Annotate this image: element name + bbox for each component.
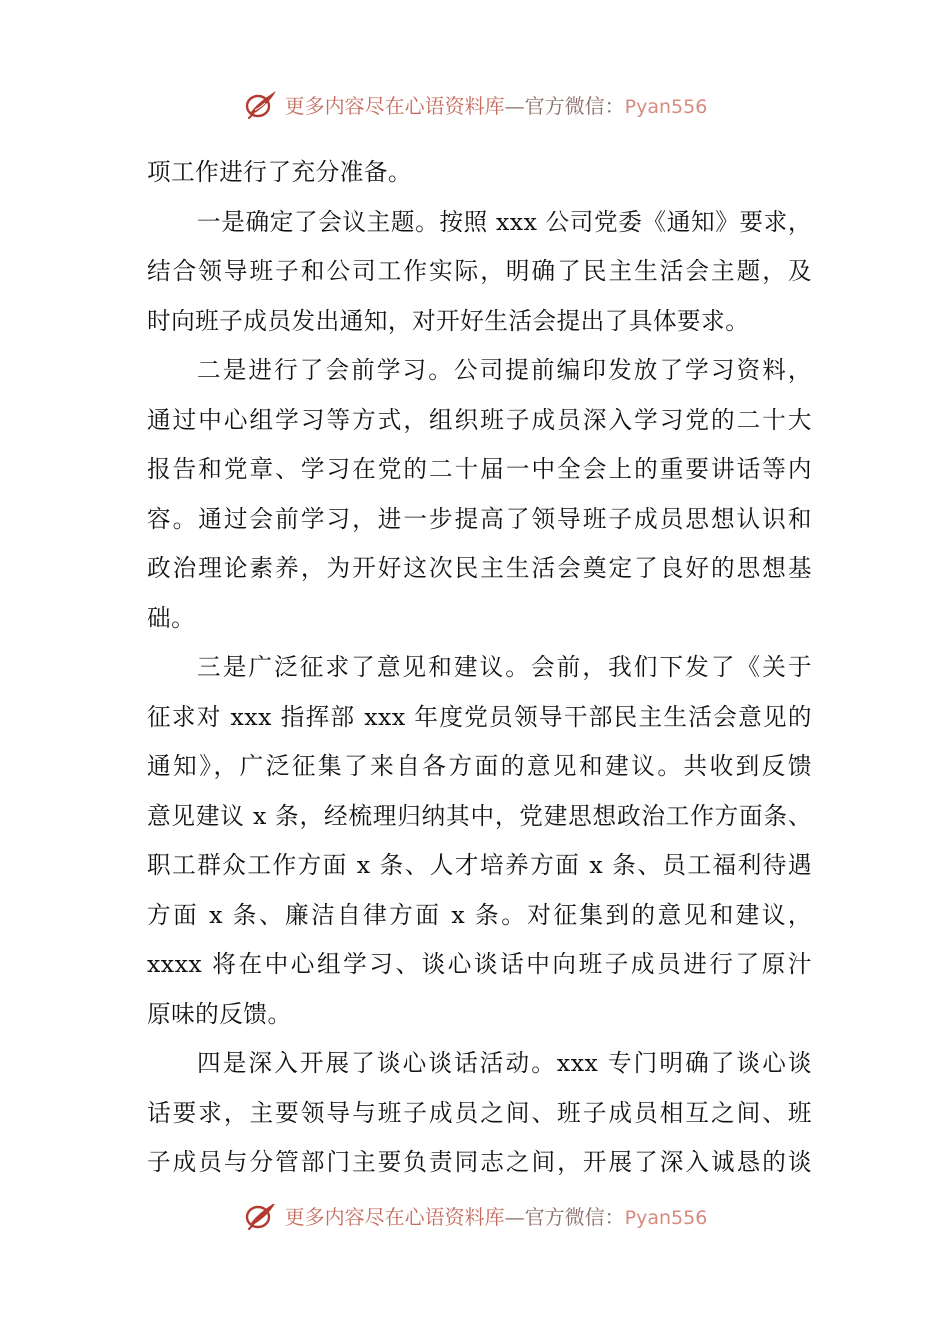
text-line: 项工作进行了充分准备。 <box>147 158 413 186</box>
header-watermark <box>0 84 950 124</box>
text-line: 通过中心组学习等方式，组织班子成员深入学习党的二十大 <box>147 405 812 434</box>
text-line: 三是广泛征求了意见和建议。会前，我们下发了《关于 <box>197 653 812 681</box>
text-line: 方面 x 条、廉洁自律方面 x 条。对征集到的意见和建议， <box>147 900 812 929</box>
header-watermark-id: Pyan556 <box>624 95 708 118</box>
text-line: 话要求，主要领导与班子成员之间、班子成员相互之间、班 <box>147 1098 812 1127</box>
text-line: 结合领导班子和公司工作实际，明确了民主生活会主题，及 <box>147 257 812 285</box>
text-line: 二是进行了会前学习。公司提前编印发放了学习资料， <box>197 356 812 384</box>
text-line: 时向班子成员发出通知，对开好生活会提出了具体要求。 <box>147 306 750 335</box>
text-line: 报告和党章、学习在党的二十届一中全会上的重要讲话等内 <box>147 455 812 483</box>
text-line: 职工群众工作方面 x 条、人才培养方面 x 条、员工福利待遇 <box>147 851 812 879</box>
text-line: 四是深入开展了谈心谈话活动。xxx 专门明确了谈心谈 <box>197 1049 812 1077</box>
footer-watermark-sub: 官方微信： <box>524 1204 625 1229</box>
header-watermark-sub: 官方微信： <box>524 93 625 118</box>
text-line: 政治理论素养，为开好这次民主生活会奠定了良好的思想基 <box>147 554 812 582</box>
text-line: 意见建议 x 条，经梳理归纳其中，党建思想政治工作方面条、 <box>147 801 812 830</box>
text-line: 原味的反馈。 <box>147 999 292 1028</box>
text-line: 通知》，广泛征集了来自各方面的意见和建议。共收到反馈 <box>147 752 812 780</box>
body-text <box>147 148 812 1188</box>
footer-watermark-sep: — <box>504 1204 525 1229</box>
text-line: xxxx 将在中心组学习、谈心谈话中向班子成员进行了原汁 <box>147 950 812 978</box>
text-line: 子成员与分管部门主要负责同志之间，开展了深入诚恳的谈 <box>147 1148 812 1176</box>
footer-watermark-id: Pyan556 <box>624 1206 708 1229</box>
footer-watermark-main: 更多内容尽在心语资料库 <box>284 1204 505 1229</box>
footer-watermark-text <box>285 1204 708 1230</box>
header-watermark-sep: — <box>504 93 525 118</box>
footer-watermark <box>0 1204 950 1244</box>
header-watermark-main: 更多内容尽在心语资料库 <box>284 93 505 118</box>
text-line: 容。通过会前学习，进一步提高了领导班子成员思想认识和 <box>147 504 812 533</box>
quill-pen-logo-icon <box>243 1204 279 1231</box>
text-line: 征求对 xxx 指挥部 xxx 年度党员领导干部民主生活会意见的 <box>147 702 812 731</box>
header-watermark-text <box>285 90 708 119</box>
text-line: 础。 <box>147 603 196 632</box>
quill-pen-logo-icon <box>243 88 279 120</box>
text-line: 一是确定了会议主题。按照 xxx 公司党委《通知》要求， <box>197 207 812 236</box>
